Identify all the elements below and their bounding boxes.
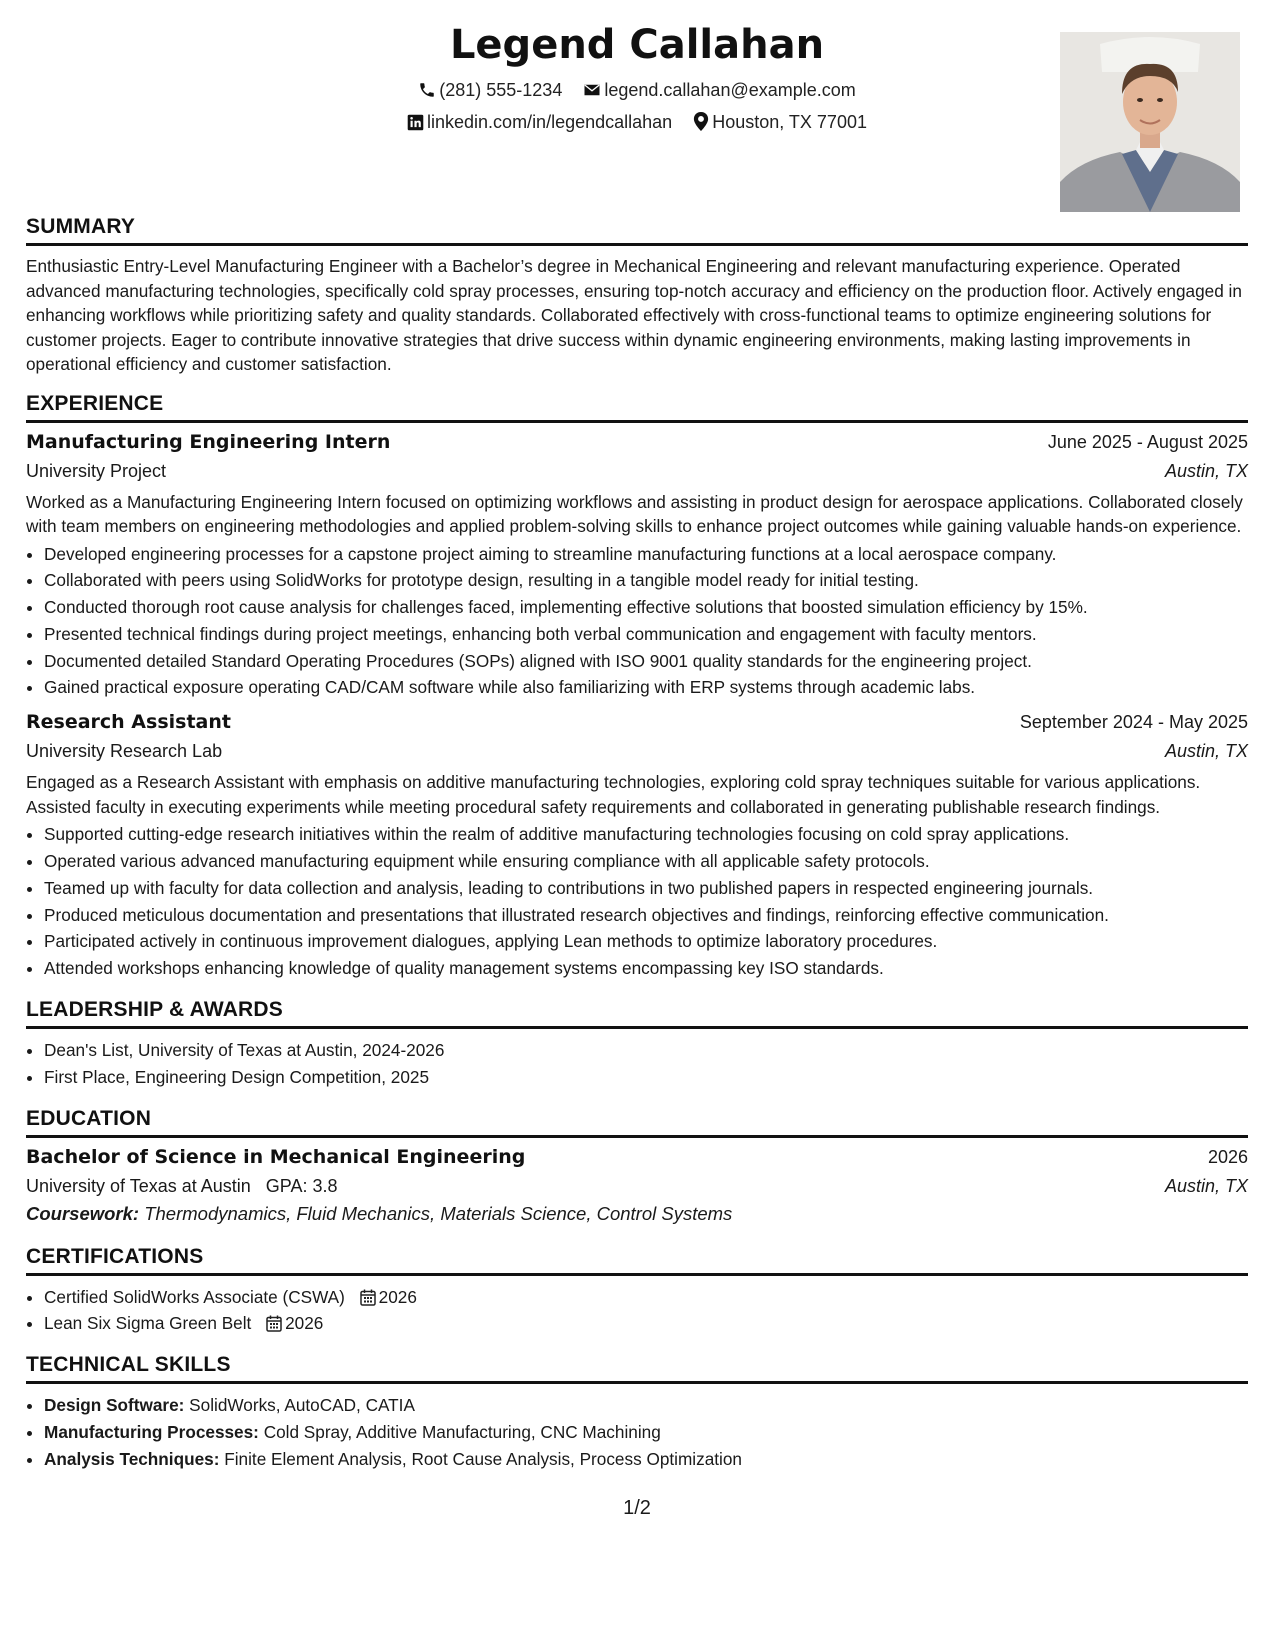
list-item <box>44 1392 1248 1419</box>
certification-name: Certified SolidWorks Associate (CSWA) <box>44 1286 345 1307</box>
skill-label: Analysis Techniques: <box>44 1448 220 1469</box>
job-dates: June 2025 - August 2025 <box>1047 431 1248 452</box>
certifications-heading: CERTIFICATIONS <box>26 1245 1248 1276</box>
leadership-list <box>26 1037 1248 1091</box>
list-item <box>44 1419 1248 1446</box>
job-org: University Project <box>26 460 167 481</box>
list-item: • Produced meticulous documentation and presentations that illustrated research objectives and findings, reinforcing effective communication. <box>44 902 1248 929</box>
list-item: • Teamed up with faculty for data collection and analysis, leading to contributions in two published papers in respected engineering journals. <box>44 875 1248 902</box>
candidate-name: Legend Callahan <box>449 22 825 68</box>
phone-contact <box>418 80 562 101</box>
job-dates: September 2024 - May 2025 <box>1019 712 1248 733</box>
skills-section <box>26 1353 1248 1472</box>
list-item <box>44 1310 1248 1337</box>
certifications-section <box>26 1245 1248 1338</box>
profile-photo <box>1060 32 1240 212</box>
linkedin-contact[interactable] <box>407 112 672 133</box>
list-item: • Developed engineering processes for a capstone project aiming to streamline manufacturing functions at a local aerospace company. <box>44 541 1248 568</box>
list-item: • First Place, Engineering Design Competition, 2025 <box>44 1064 1248 1091</box>
job-bullets <box>26 821 1248 982</box>
linkedin-icon <box>407 114 424 131</box>
list-item: • Dean's List, University of Texas at Austin, 2024-2026 <box>44 1037 1248 1064</box>
job-location: Austin, TX <box>1164 460 1248 481</box>
skills-list <box>26 1392 1248 1472</box>
graduation-year: 2026 <box>1207 1146 1248 1167</box>
job-title: Manufacturing Engineering Intern <box>26 430 391 453</box>
school-info <box>26 1176 338 1197</box>
location-contact <box>693 112 867 133</box>
skill-label: Manufacturing Processes: <box>44 1422 259 1443</box>
coursework <box>26 1203 1248 1225</box>
certifications-list <box>26 1284 1248 1338</box>
skill-value: Cold Spray, Additive Manufacturing, CNC Machining <box>263 1422 661 1443</box>
summary-heading: SUMMARY <box>26 215 1248 246</box>
list-item: • Gained practical exposure operating CAD/CAM software while also familiarizing with ERP systems through academic labs. <box>44 674 1248 701</box>
certification-name: Lean Six Sigma Green Belt <box>44 1313 252 1334</box>
calendar-icon <box>266 1315 282 1332</box>
job-location: Austin, TX <box>1164 741 1248 762</box>
school-name: University of Texas at Austin <box>26 1175 251 1196</box>
email-contact[interactable] <box>583 80 855 101</box>
certification-year: 2026 <box>285 1313 324 1334</box>
list-item: • Conducted thorough root cause analysis for challenges faced, implementing effective solutions that boosted simulation efficiency by 15%. <box>44 594 1248 621</box>
skill-label: Design Software: <box>44 1395 185 1416</box>
phone-text: (281) 555-1234 <box>439 80 563 100</box>
education-section <box>26 1107 1248 1225</box>
list-item: • Operated various advanced manufacturing equipment while ensuring compliance with all applicable safety protocols. <box>44 848 1248 875</box>
calendar-icon <box>360 1289 376 1306</box>
leadership-section <box>26 998 1248 1091</box>
resume-page <box>26 0 1248 1650</box>
certification-year: 2026 <box>378 1286 417 1307</box>
summary-section <box>26 215 1248 377</box>
page-number: 1/2 <box>623 1497 651 1519</box>
list-item: • Attended workshops enhancing knowledge of quality management systems encompassing key ISO standards. <box>44 955 1248 982</box>
summary-text: Enthusiastic Entry-Level Manufacturing Engineer with a Bachelor’s degree in Mechanical Engineering and relevant manufacturing experience. Operated advanced manufacturing technologies, specifically cold spray processes, ensuring top-notch accuracy and efficiency on the production floor. Actively engaged in enhancing workflows while prioritizing safety and quality standards. Collaborated effectively with cross-functional teams to optimize engineering solutions for customer projects. Eager to contribute innovative strategies that drive success within dynamic engineering environments, making lasting improvements in operational efficiency and customer satisfaction. <box>26 256 1242 374</box>
job-title: Research Assistant <box>26 711 231 734</box>
skill-value: SolidWorks, AutoCAD, CATIA <box>189 1395 415 1416</box>
list-item: • Documented detailed Standard Operating Procedures (SOPs) aligned with ISO 9001 quality standards for the engineering project. <box>44 648 1248 675</box>
experience-section <box>26 392 1248 983</box>
education-heading: EDUCATION <box>26 1107 1248 1138</box>
coursework-list: Thermodynamics, Fluid Mechanics, Materials Science, Control Systems <box>144 1202 733 1224</box>
skills-heading: TECHNICAL SKILLS <box>26 1353 1248 1384</box>
list-item: • Presented technical findings during project meetings, enhancing both verbal communication and engagement with faculty mentors. <box>44 621 1248 648</box>
leadership-heading: LEADERSHIP & AWARDS <box>26 998 1248 1029</box>
job-entry <box>26 431 1248 702</box>
list-item: • Supported cutting-edge research initiatives within the realm of additive manufacturing technologies focusing on cold spray applications. <box>44 821 1248 848</box>
degree-title: Bachelor of Science in Mechanical Engineering <box>26 1145 526 1168</box>
job-org: University Research Lab <box>26 741 223 762</box>
portrait-illustration <box>1060 32 1240 212</box>
linkedin-text[interactable]: linkedin.com/in/legendcallahan <box>427 112 673 132</box>
list-item <box>44 1284 1248 1311</box>
email-text[interactable]: legend.callahan@example.com <box>604 80 856 100</box>
location-text: Houston, TX 77001 <box>712 112 867 132</box>
school-location: Austin, TX <box>1164 1175 1248 1196</box>
job-bullets <box>26 541 1248 702</box>
job-description: Worked as a Manufacturing Engineering Intern focused on optimizing workflows and assisting in product design for aerospace applications. Collaborated closely with team members on engineering methodologies and applied problem-solving skills to enhance project outcomes while gaining valuable hands-on experience. <box>26 491 1243 536</box>
gpa: GPA: 3.8 <box>265 1175 338 1196</box>
coursework-label: Coursework: <box>26 1202 140 1224</box>
map-pin-icon <box>693 112 709 131</box>
experience-heading: EXPERIENCE <box>26 392 1248 423</box>
list-item: • Participated actively in continuous improvement dialogues, applying Lean methods to optimize laboratory procedures. <box>44 928 1248 955</box>
header <box>26 0 1248 215</box>
list-item <box>44 1446 1248 1473</box>
job-description: Engaged as a Research Assistant with emphasis on additive manufacturing technologies, exploring cold spray techniques suitable for various applications. Assisted faculty in executing experiments while meeting procedural safety requirements and collaborated in generating publishable research findings. <box>26 772 1201 817</box>
job-entry <box>26 711 1248 982</box>
list-item: • Collaborated with peers using SolidWorks for prototype design, resulting in a tangible model ready for initial testing. <box>44 567 1248 594</box>
envelope-icon <box>583 81 601 99</box>
skill-value: Finite Element Analysis, Root Cause Analysis, Process Optimization <box>224 1448 742 1469</box>
phone-icon <box>418 81 436 99</box>
